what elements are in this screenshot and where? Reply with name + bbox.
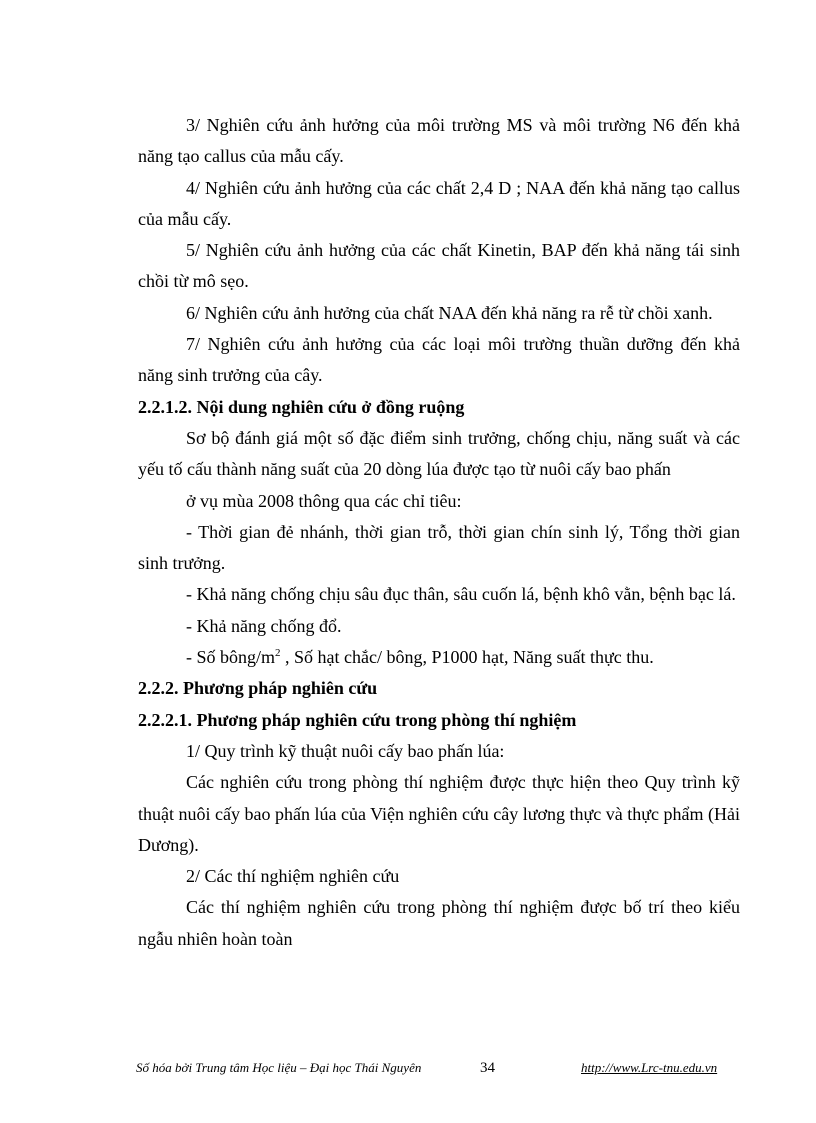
- paragraph-5: 5/ Nghiên cứu ảnh hưởng của các chất Kinetin, BAP đến khả năng tái sinh chồi từ mô sẹo.: [138, 240, 740, 292]
- section-heading-2-2-2-1: 2.2.2.1. Phương pháp nghiên cứu trong phòng thí nghiệm: [138, 709, 577, 730]
- field-study-season: ở vụ mùa 2008 thông qua các chỉ tiêu:: [186, 490, 462, 511]
- lab-procedure-title: 1/ Quy trình kỹ thuật nuôi cấy bao phấn lúa:: [186, 740, 505, 761]
- section-heading-2-2-2: 2.2.2. Phương pháp nghiên cứu: [138, 678, 378, 699]
- criteria-yield: [138, 642, 740, 673]
- field-study-intro: Sơ bộ đánh giá một số đặc điểm sinh trưởng, chống chịu, năng suất và các yếu tố cấu thành năng suất của 20 dòng lúa được tạo từ nuôi cấy bao phấn: [138, 427, 740, 480]
- section-heading-2-2-1-2: 2.2.1.2. Nội dung nghiên cứu ở đồng ruộng: [138, 396, 465, 417]
- paragraph-4: 4/ Nghiên cứu ảnh hưởng của các chất 2,4 D ; NAA đến khả năng tạo callus của mẫu cấy.: [138, 177, 740, 229]
- yield-text-end: , Số hạt chắc/ bông, P1000 hạt, Năng suất thực thu.: [280, 647, 654, 668]
- paragraph-3: 3/ Nghiên cứu ảnh hưởng của môi trường MS và môi trường N6 đến khả năng tạo callus của mẫu cấy.: [138, 115, 740, 167]
- experiments-text: Các thí nghiệm nghiên cứu trong phòng thí nghiệm được bố trí theo kiểu ngẫu nhiên hoàn toàn: [138, 897, 740, 949]
- page-number: 34: [480, 1060, 495, 1076]
- criteria-lodging: - Khả năng chống đổ.: [186, 615, 342, 636]
- criteria-growth-duration: - Thời gian đẻ nhánh, thời gian trỗ, thời gian chín sinh lý, Tổng thời gian sinh trưởng.: [138, 521, 740, 574]
- criteria-pest-resistance: - Khả năng chống chịu sâu đục thân, sâu cuốn lá, bệnh khô vằn, bệnh bạc lá.: [186, 584, 736, 605]
- footer-url-link[interactable]: http://www.Lrc-tnu.edu.vn: [581, 1060, 718, 1075]
- footer-digitized-by: Số hóa bởi Trung tâm Học liệu – Đại học Thái Nguyên: [136, 1060, 422, 1075]
- paragraph-7: 7/ Nghiên cứu ảnh hưởng của các loại môi trường thuần dưỡng đến khả năng sinh trưởng của cây.: [138, 334, 740, 386]
- paragraph-6: 6/ Nghiên cứu ảnh hưởng của chất NAA đến khả năng ra rễ từ chồi xanh.: [186, 302, 713, 323]
- yield-text-start: - Số bông/m: [186, 647, 276, 668]
- superscript-2: 2: [275, 647, 281, 660]
- experiments-title: 2/ Các thí nghiệm nghiên cứu: [186, 866, 400, 887]
- page-footer: [0, 1058, 816, 1078]
- lab-procedure-text: Các nghiên cứu trong phòng thí nghiệm được thực hiện theo Quy trình kỹ thuật nuôi cấy bao phấn lúa của Viện nghiên cứu cây lương thực và thực phẩm (Hải Dương).: [138, 772, 740, 855]
- page-body: [138, 110, 740, 955]
